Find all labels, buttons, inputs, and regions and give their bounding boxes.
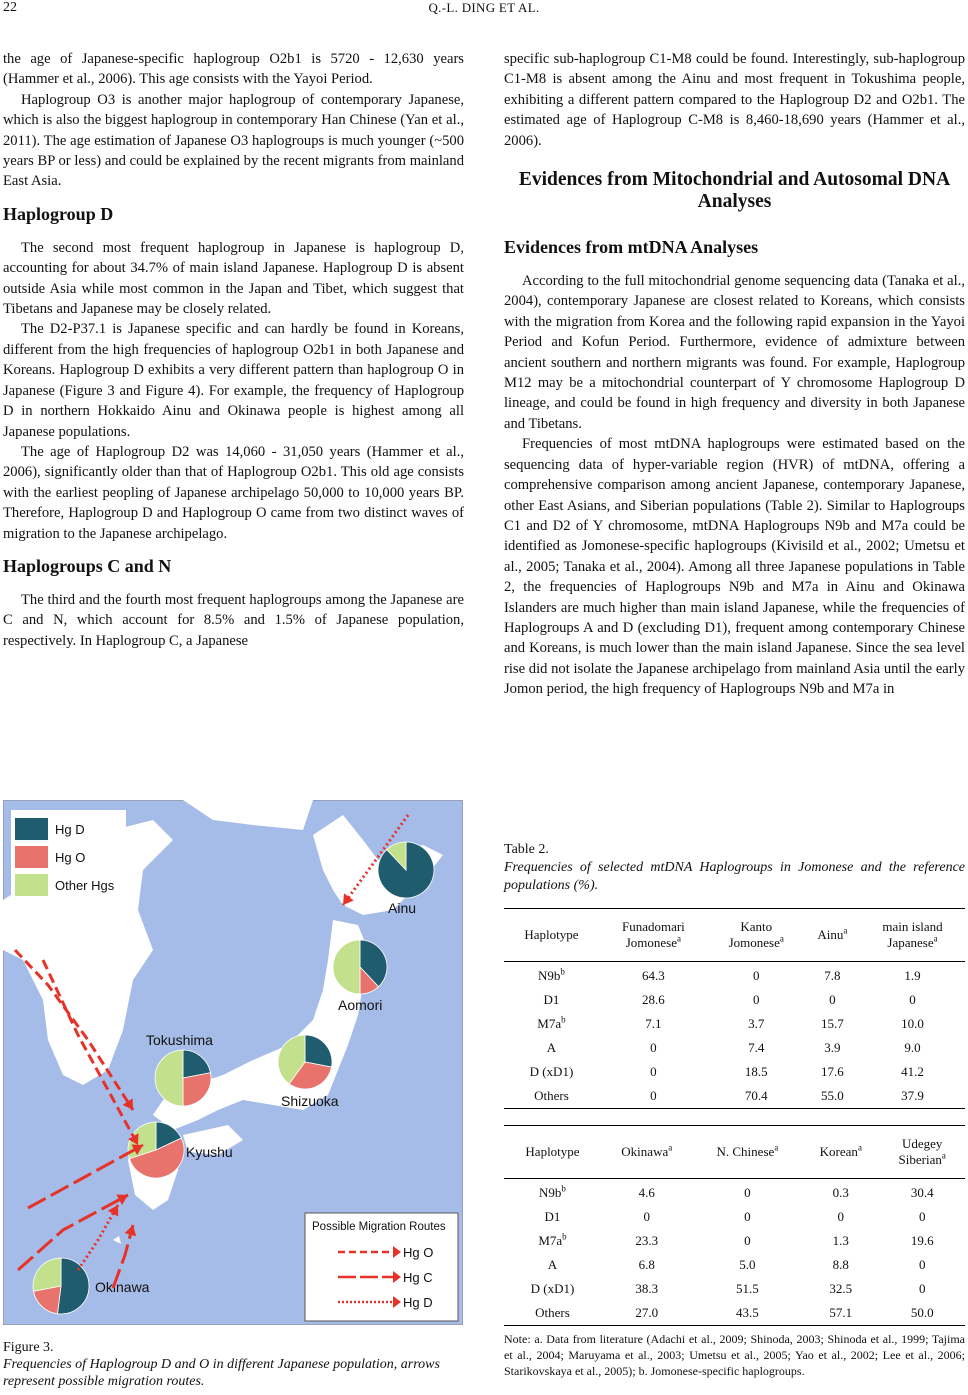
paragraph: The D2-P37.1 is Japanese specific and can hardly be found in Koreans, different from the high frequencies of haplogroup O2b1 in both Japanese and Koreans. Haplogroup D exhibits a very different pattern than haplogroup O in Japanese (Figure 3 and Figure 4). For example, the frequency of Haplogroup D in northern Hokkaido Ainu and Okinawa people is highest among all Japanese populations. xyxy=(3,321,464,440)
section-title: Evidences from Mitochondrial and Autosomal DNA Analyses xyxy=(518,169,951,213)
haplotype-cell xyxy=(504,1205,601,1229)
pie-aomori xyxy=(333,940,387,994)
haplotype-label: N9b xyxy=(537,968,561,983)
haplotype-label: N9b xyxy=(539,1185,562,1200)
table-header-cell xyxy=(802,1126,879,1179)
legend-label-hg-o: Hg O xyxy=(55,850,86,865)
table-header-row xyxy=(504,909,965,962)
pie-label: Kyushu xyxy=(186,1144,233,1160)
haplotype-cell xyxy=(504,1277,601,1301)
table-cell: 0 xyxy=(752,992,760,1007)
pie-label: Ainu xyxy=(388,900,417,916)
header-line: Ainu xyxy=(817,927,844,942)
legend-label-hg-d: Hg D xyxy=(55,822,85,837)
heading-mtdna: Evidences from mtDNA Analyses xyxy=(504,237,759,258)
table-row xyxy=(504,1229,965,1253)
table-cell: 0.3 xyxy=(832,1185,849,1200)
table-row xyxy=(504,1179,965,1206)
haplotype-label: D (xD1) xyxy=(530,1281,575,1296)
table-cell: 1.3 xyxy=(832,1233,849,1248)
paragraph: The second most frequent haplogroup in Japanese is haplogroup D, accounting for about 34.7% of main island Japanese. Haplogroup D is absent outside Asia while most common in the Japan and Tibet, which suggest that Tibetans and Japanese may be closely related. xyxy=(3,239,464,318)
footnote-marker: a xyxy=(933,933,938,944)
table-cell: 7.1 xyxy=(645,1016,662,1031)
footnote-marker: b xyxy=(561,1014,566,1025)
page-header xyxy=(0,0,968,22)
page-number: 22 xyxy=(3,0,17,15)
table-cell: 10.0 xyxy=(901,1016,924,1031)
table-cell: 30.4 xyxy=(910,1185,934,1200)
header-line: Funadomari xyxy=(621,919,685,934)
table-cell: 0 xyxy=(650,1040,657,1055)
route-label-hg-c: Hg C xyxy=(403,1270,433,1285)
haplotype-cell xyxy=(504,1301,601,1326)
haplotype-label: A xyxy=(547,1257,558,1272)
table-row xyxy=(504,1036,965,1060)
table-cell: 18.5 xyxy=(744,1064,768,1079)
header-line: Korean xyxy=(819,1144,858,1159)
table-cell: 0 xyxy=(909,992,916,1007)
header-line: Haplotype xyxy=(524,927,579,942)
routes-legend-title: Possible Migration Routes xyxy=(312,1221,446,1233)
table-row xyxy=(504,1060,965,1084)
table-header-cell xyxy=(599,909,708,962)
japan-map xyxy=(3,800,463,1325)
legend-swatch-other xyxy=(15,874,48,896)
table-cell: 51.5 xyxy=(736,1281,759,1296)
table-cell: 7.8 xyxy=(824,968,841,983)
table-cell: 64.3 xyxy=(642,968,665,983)
table-cell: 43.5 xyxy=(736,1305,759,1320)
table-header-cell xyxy=(693,1126,803,1179)
haplotype-cell xyxy=(504,1253,601,1277)
table-cell: 0 xyxy=(918,1281,926,1296)
table-cell: 27.0 xyxy=(635,1305,659,1320)
table-header-cell xyxy=(601,1126,693,1179)
heading-haplogroup-d: Haplogroup D xyxy=(3,203,114,224)
haplotype-label: D (xD1) xyxy=(529,1064,574,1079)
table-cell: 0 xyxy=(752,968,760,983)
legend-swatch-hg-o xyxy=(15,846,48,868)
table-header-row xyxy=(504,1126,965,1179)
heading-haplogroups-c-n: Haplogroups C and N xyxy=(3,555,172,576)
header-line: Japanese xyxy=(887,935,934,950)
table-row xyxy=(504,1012,965,1036)
table-cell: 23.3 xyxy=(635,1233,659,1248)
header-line: main island xyxy=(882,919,943,934)
footnote-marker: b xyxy=(560,966,565,977)
figure-caption-text: Frequencies of Haplogroup D and O in different Japanese population, arrows represent possible migration routes. xyxy=(3,1357,440,1389)
table-cell: 70.4 xyxy=(744,1088,768,1103)
footnote-marker: a xyxy=(774,1142,779,1153)
footnote-marker: a xyxy=(668,1142,673,1153)
table-cell: 55.0 xyxy=(820,1088,844,1103)
haplotype-cell xyxy=(504,1229,601,1253)
table-cell: 0 xyxy=(650,1064,657,1079)
table-row xyxy=(504,1277,965,1301)
running-head: Q.-L. DING ET AL. xyxy=(428,0,540,15)
table-cell: 0 xyxy=(650,1088,657,1103)
table-label: Table 2. xyxy=(504,842,549,857)
table-cell: 37.9 xyxy=(901,1088,924,1103)
table-row xyxy=(504,1301,965,1326)
haplotype-label: Others xyxy=(535,1305,570,1320)
paragraph: According to the full mitochondrial genome sequencing data (Tanaka et al., 2004), contemporary Japanese are closest related to Koreans, which consists with the migration from Korea and the following rapid expansion in the Yayoi Period and Kofun Period. Furthermore, evidence of admixture between ancient southern and northern migrants was found. For example, Haplogroup M12 may be a mitochondrial counterpart of Y chromosome Haplogroup D lineage, and could be found in high frequency and diversity in both Japanese and Tibetans. xyxy=(504,273,965,432)
legend-swatch-hg-d xyxy=(15,818,48,840)
haplotype-label: D1 xyxy=(543,992,560,1007)
pie-label: Okinawa xyxy=(95,1279,150,1295)
table-header-cell xyxy=(805,909,860,962)
figure-3-map xyxy=(3,800,463,1325)
table-cell: 38.3 xyxy=(635,1281,659,1296)
table-header-cell xyxy=(860,909,965,962)
haplotype-label: D1 xyxy=(544,1209,561,1224)
header-line: Jomonese xyxy=(625,935,678,950)
route-label-hg-o: Hg O xyxy=(403,1245,434,1260)
table-cell: 28.6 xyxy=(642,992,665,1007)
table-cell: 17.6 xyxy=(820,1064,844,1079)
table-cell: 0 xyxy=(837,1209,845,1224)
haplotype-label: M7a xyxy=(537,1016,562,1031)
header-line: Haplotype xyxy=(525,1144,580,1159)
haplotype-cell xyxy=(504,988,599,1012)
table-cell: 4.6 xyxy=(638,1185,655,1200)
footnote-marker: a xyxy=(857,1142,862,1153)
table-header-cell xyxy=(504,1126,601,1179)
header-line: Kanto xyxy=(740,919,773,934)
table-2-part-2 xyxy=(504,1125,965,1326)
paragraph: Haplogroup O3 is another major haplogroup of contemporary Japanese, which is also the biggest haplogroup in contemporary Han Chinese (Yan et al., 2011). The age estimation of Japanese O3 haplogroups is much younger (~500 years BP or less) and could be explained by the recent migrants from mainland East Asia. xyxy=(3,91,464,190)
figure-label: Figure 3. xyxy=(3,1340,54,1355)
table-header-cell xyxy=(708,909,805,962)
pie-okinawa xyxy=(33,1258,89,1314)
table-cell: 15.7 xyxy=(820,1016,844,1031)
paragraph: The third and the fourth most frequent haplogroups among the Japanese are C and N, which account for 8.5% and 1.5% of Japanese population, respectively. In Haplogroup C, a Japanese xyxy=(3,591,464,649)
table-cell: 0 xyxy=(744,1233,751,1248)
paragraph: the age of Japanese-specific haplogroup O2b1 is 5720 - 12,630 years (Hammer et al., 2006). This age consists with the Yayoi Period. xyxy=(3,51,464,88)
header-line: Okinawa xyxy=(621,1144,669,1159)
haplotype-cell xyxy=(504,1179,601,1206)
table-caption-text: Frequencies of selected mtDNA Haplogroups in Jomonese and the reference populations (%). xyxy=(504,860,965,893)
footnote-marker: a xyxy=(779,933,784,944)
paragraph: specific sub-haplogroup C1-M8 could be found. Interestingly, sub-haplogroup C1-M8 is absent among the Ainu and most frequent in Tokushima people, exhibiting a different pattern compared to the Haplogroup D2 and O2b1. The estimated age of Haplogroup C-M8 is 8,460-18,690 years (Hammer et al., 2006). xyxy=(504,51,965,149)
table-cell: 6.8 xyxy=(638,1257,655,1272)
pie-ainu xyxy=(378,842,434,898)
haplotype-cell xyxy=(504,1084,599,1109)
table-cell: 0 xyxy=(918,1209,926,1224)
table-row xyxy=(504,988,965,1012)
table-cell: 3.7 xyxy=(748,1016,765,1031)
table-header-cell xyxy=(879,1126,965,1179)
table-row xyxy=(504,962,965,989)
table-cell: 41.2 xyxy=(901,1064,924,1079)
header-line: Jomonese xyxy=(728,935,780,950)
table-cell: 0 xyxy=(918,1257,926,1272)
table-caption xyxy=(504,841,965,895)
table-2-part-1 xyxy=(504,908,965,1109)
header-line: Siberian xyxy=(898,1152,942,1167)
table-note: Note: a. Data from literature (Adachi et al., 2009; Shinoda, 2003; Shinoda et al., 1999; Tajima et al., 2004; Maruyama et al., 2003; Umetsu et al., 2005; Yao et al., 2002; Lee et al., 2006; Starikovskaya et al., 2005); b. Jomonese-specific haplogroups. xyxy=(504,1332,965,1378)
table-cell: 3.9 xyxy=(824,1040,841,1055)
table-row xyxy=(504,1084,965,1109)
table-row xyxy=(504,1205,965,1229)
right-column xyxy=(504,49,965,700)
table-cell: 5.0 xyxy=(739,1257,756,1272)
left-column xyxy=(3,49,464,651)
pie-shizuoka xyxy=(278,1035,332,1089)
table-cell: 57.1 xyxy=(829,1305,853,1320)
footnote-marker: a xyxy=(941,1150,946,1161)
pie-label: Shizuoka xyxy=(281,1093,339,1109)
pie-label: Aomori xyxy=(338,997,383,1013)
footnote-marker: b xyxy=(561,1183,566,1194)
footnote-marker: a xyxy=(677,933,682,944)
paragraph: Frequencies of most mtDNA haplogroups were estimated based on the sequencing data of hyper-variable region (HVR) of mtDNA, offering a comprehensive comparison among ancient Japanese, contemporary Japanese, other East Asians, and Siberian populations (Table 2). Similar to Haplogroups C1 and D2 of Y chromosome, mtDNA Haplogroups N9b and M7a could be identified as Jomonese-specific haplogroups (Kivisild et al., 2002; Umetsu et al., 2005; Tanaka et al., 2004). Among all three Japanese populations in Table 2, the frequencies of Haplogroups N9b and M7a in Ainu and Okinawa Islanders are much higher than main island Japanese, while the frequencies of Haplogroups A and D (excluding D1), frequent among contemporary Chinese and Koreans, is much lower than the main island Japanese. Since the sea level rise did not isolate the Japanese archipelago from mainland Asia until the early Jomon period, the high frequency of Haplogroups N9b and M7a in xyxy=(504,436,965,698)
table-cell: 0 xyxy=(744,1209,751,1224)
haplotype-cell xyxy=(504,962,599,989)
header-line: N. Chinese xyxy=(716,1144,775,1159)
table-cell: 0 xyxy=(829,992,836,1007)
footnote-marker: b xyxy=(562,1231,567,1242)
table-row xyxy=(504,1253,965,1277)
table-header-cell xyxy=(504,909,599,962)
pie-tokushima xyxy=(155,1050,211,1106)
table-cell: 0 xyxy=(744,1185,751,1200)
legend-label-other: Other Hgs xyxy=(55,878,115,893)
table-cell: 1.9 xyxy=(904,968,921,983)
pie-label: Tokushima xyxy=(146,1032,213,1048)
header-line: Udegey xyxy=(901,1136,943,1151)
haplotype-label: A xyxy=(546,1040,557,1055)
table-cell: 19.6 xyxy=(910,1233,934,1248)
table-cell: 50.0 xyxy=(910,1305,934,1320)
table-cell: 8.8 xyxy=(832,1257,849,1272)
table-cell: 9.0 xyxy=(904,1040,921,1055)
table-cell: 32.5 xyxy=(829,1281,853,1296)
haplotype-cell xyxy=(504,1060,599,1084)
footnote-marker: a xyxy=(843,925,848,936)
paragraph: The age of Haplogroup D2 was 14,060 - 31,050 years (Hammer et al., 2006), significantly older than that of Haplogroup O2b1. This old age consists with the earliest peopling of Japanese archipelago 50,000 to 10,000 years BP. Therefore, Haplogroup D and Haplogroup O came from two distinct waves of migration to the Japanese archipelago. xyxy=(3,443,464,542)
table-cell: 7.4 xyxy=(748,1040,765,1055)
haplotype-cell xyxy=(504,1012,599,1036)
table-cell: 0 xyxy=(643,1209,651,1224)
haplotype-label: Others xyxy=(534,1088,569,1103)
figure-caption xyxy=(3,1339,465,1390)
haplotype-label: M7a xyxy=(538,1233,563,1248)
route-label-hg-d: Hg D xyxy=(403,1295,433,1310)
haplotype-cell xyxy=(504,1036,599,1060)
